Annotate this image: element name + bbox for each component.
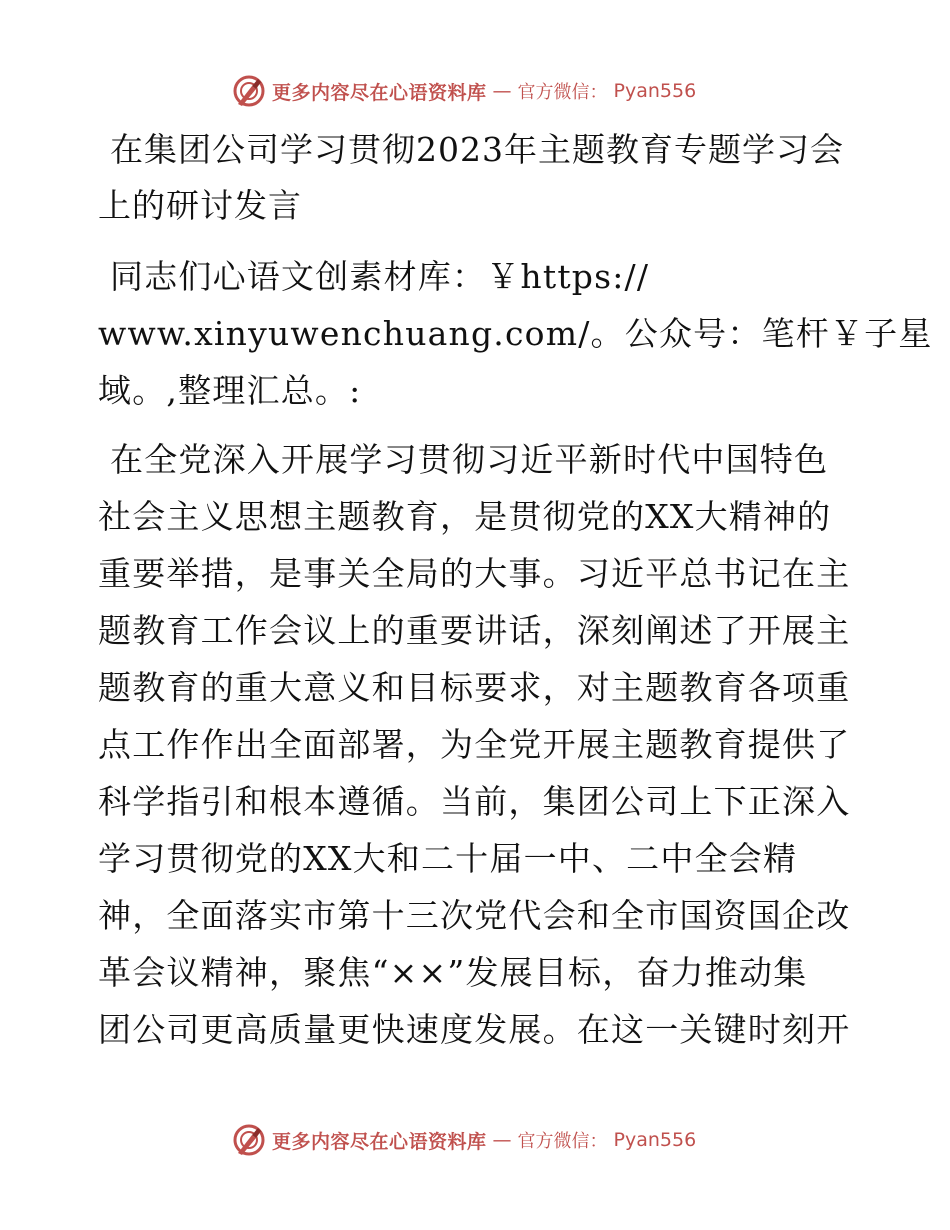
paragraph-line: 社会主义思想主题教育，是贯彻党的XX大精神的 bbox=[98, 497, 832, 536]
title-line-1: 在集团公司学习贯彻2023年主题教育专题学习会 bbox=[110, 130, 844, 169]
paragraph-line: 域。,整理汇总。: bbox=[98, 371, 362, 410]
paragraph-line: 题教育的重大意义和目标要求，对主题教育各项重 bbox=[98, 668, 851, 707]
paragraph-line: 题教育工作会议上的重要讲话，深刻阐述了开展主 bbox=[98, 611, 851, 650]
paragraph-intro bbox=[98, 248, 933, 419]
paragraph-line: 同志们心语文创素材库：￥https:// bbox=[110, 257, 650, 296]
paragraph-line: 重要举措，是事关全局的大事。习近平总书记在主 bbox=[98, 554, 851, 593]
header-banner bbox=[232, 71, 696, 111]
paragraph-line: 在全党深入开展学习贯彻习近平新时代中国特色 bbox=[110, 440, 829, 479]
paragraph-line: 学习贯彻党的XX大和二十届一中、二中全会精 bbox=[98, 839, 798, 878]
banner-wechat-label: 官方微信： bbox=[517, 1131, 608, 1152]
footer-banner bbox=[232, 1120, 696, 1160]
banner-wechat-label: 官方微信： bbox=[517, 82, 608, 103]
banner-text: 更多内容尽在心语资料库 bbox=[272, 81, 487, 104]
title-line-2: 上的研讨发言 bbox=[98, 186, 302, 225]
paragraph-body bbox=[98, 431, 858, 1058]
document-body bbox=[98, 122, 933, 1070]
banner-wechat-id: Pyan556 bbox=[613, 1129, 697, 1151]
pen-logo-icon bbox=[232, 74, 266, 108]
paragraph-line: www.xinyuwenchuang.com/。公众号：笔杆￥子星 bbox=[98, 314, 933, 353]
paragraph-line: 神，全面落实市第十三次党代会和全市国资国企改 bbox=[98, 896, 851, 935]
document-title bbox=[98, 122, 858, 234]
banner-separator: — bbox=[492, 1129, 512, 1151]
banner-wechat-id: Pyan556 bbox=[613, 80, 697, 102]
paragraph-line: 团公司更高质量更快速度发展。在这一关键时刻开 bbox=[98, 1010, 851, 1049]
banner-separator: — bbox=[492, 80, 512, 102]
paragraph-line: 点工作作出全面部署，为全党开展主题教育提供了 bbox=[98, 725, 851, 764]
paragraph-line: 革会议精神，聚焦“××”发展目标，奋力推动集 bbox=[98, 953, 808, 992]
pen-logo-icon bbox=[232, 1123, 266, 1157]
banner-text: 更多内容尽在心语资料库 bbox=[272, 1130, 487, 1153]
paragraph-line: 科学指引和根本遵循。当前，集团公司上下正深入 bbox=[98, 782, 851, 821]
